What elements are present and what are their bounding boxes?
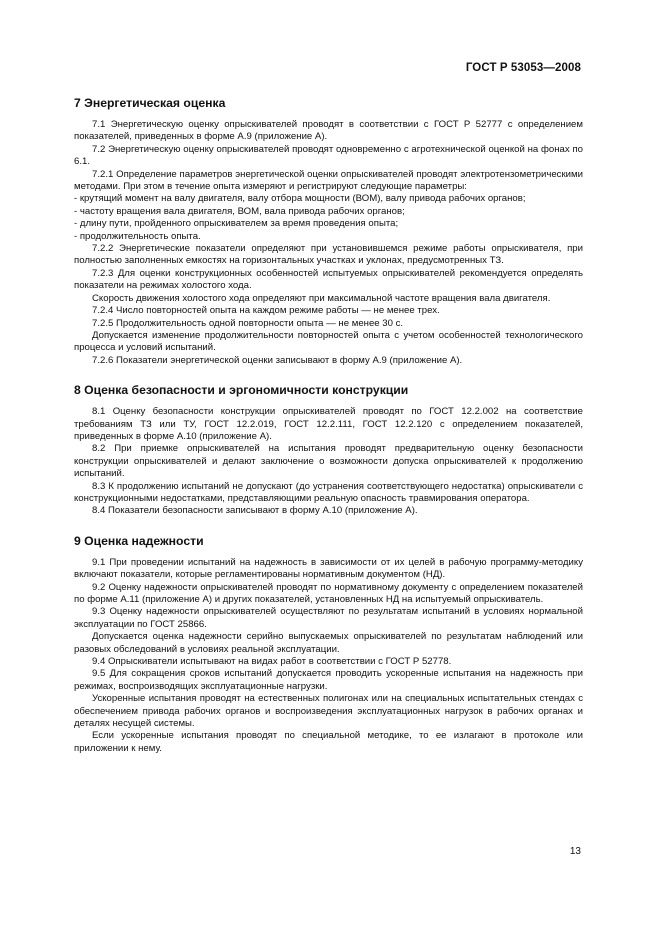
paragraph: Ускоренные испытания проводят на естественных полигонах или на специальных испытательных стендах с обеспечением привода рабочих органов и воспроизведения эксплуатационных нагрузок в рабочих органах и деталях несущей системы. bbox=[74, 693, 583, 730]
paragraph: 7.2.5 Продолжительность одной повторности опыта — не менее 30 с. bbox=[92, 317, 404, 329]
page-content bbox=[74, 92, 583, 755]
paragraph: Если ускоренные испытания проводят по специальной методике, то ее излагают в протоколе или приложении к нему. bbox=[74, 730, 583, 754]
page-number: 13 bbox=[569, 846, 581, 857]
paragraph: 9.2 Оценку надежности опрыскивателей проводят по нормативному документу с определением показателей по форме А.11 (приложение А) и других показателей, установленных НД на испытуемый опрыскиватель. bbox=[74, 581, 583, 605]
list-item: - крутящий момент на валу двигателя, валу отбора мощности (ВОМ), валу привода рабочих органов; bbox=[74, 193, 526, 205]
section-title: 9 Оценка надежности bbox=[74, 533, 204, 548]
paragraph: 9.1 При проведении испытаний на надежность в зависимости от их целей в рабочую программу-методику включают показатели, которые регламентированы нормативным документом (НД). bbox=[74, 556, 583, 581]
paragraph: 8.1 Оценку безопасности конструкции опрыскивателей проводят по ГОСТ 12.2.002 на соответствие требованиям ТЗ или ТУ, ГОСТ 12.2.019, ГОСТ 12.2.111, ГОСТ 12.2.120 с определением показателей, приведенных в форме А.10 (приложение А). bbox=[74, 406, 583, 442]
list-item: - продолжительность опыта. bbox=[74, 230, 201, 242]
paragraph: 9.5 Для сокращения сроков испытаний допускается проводить ускоренные испытания на надежность при режимах, воспроизводящих эксплуатационные нагрузки. bbox=[74, 668, 583, 692]
section-title: 8 Оценка безопасности и эргономичности конструкции bbox=[74, 383, 409, 398]
list-item: - частоту вращения вала двигателя, ВОМ, вала привода рабочих органов; bbox=[74, 205, 405, 217]
paragraph: 7.2.2 Энергетические показатели определяют при установившемся режиме работы опрыскивателя, при полностью заполненных емкостях на горизонтальных участках и уклонах, предусмотренных ТЗ. bbox=[74, 243, 583, 267]
paragraph: 9.3 Оценку надежности опрыскивателей осуществляют по результатам испытаний в условиях нормальной эксплуатации по ГОСТ 25866. bbox=[74, 606, 583, 630]
section-title: 7 Энергетическая оценка bbox=[74, 96, 226, 110]
paragraph: 7.2.3 Для оценки конструкционных особенностей испытуемых опрыскивателей рекомендуется определять показатели на режимах холостого хода. bbox=[74, 267, 583, 292]
paragraph: 8.3 К продолжению испытаний не допускают (до устранения соответствующего недостатка) опрыскиватели с конструкционными недостатками, представляющими реальную опасность травмирования оператора. bbox=[74, 480, 583, 504]
list-item: - длину пути, пройденного опрыскивателем за время проведения опыта; bbox=[74, 218, 399, 230]
paragraph: Скорость движения холостого хода определяют при максимальной частоте вращения вала двигателя. bbox=[92, 292, 551, 304]
paragraph: Допускается оценка надежности серийно выпускаемых опрыскивателей по результатам наблюдений или разовых обследований в условиях реальной эксплуатации. bbox=[74, 631, 583, 655]
paragraph: 7.2.4 Число повторностей опыта на каждом режиме работы — не менее трех. bbox=[92, 305, 440, 317]
paragraph: 7.2.1 Определение параметров энергетической оценки опрыскивателей проводят электротензометрическими методами. При этом в течение опыта измеряют и регистрируют следующие параметры: bbox=[74, 168, 583, 193]
paragraph: 7.2 Энергетическую оценку опрыскивателей проводят одновременно с агротехнической оценкой на фонах по 6.1. bbox=[74, 143, 583, 168]
paragraph: 7.2.6 Показатели энергетической оценки записывают в форму А.9 (приложение А). bbox=[92, 354, 463, 366]
paragraph: 9.4 Опрыскиватели испытывают на видах работ в соответствии с ГОСТ Р 52778. bbox=[92, 656, 452, 668]
paragraph: 7.1 Энергетическую оценку опрыскивателей проводят в соответствии с ГОСТ Р 52777 с определением показателей, приведенных в форме А.9 (приложение А). bbox=[74, 119, 583, 143]
paragraph: Допускается изменение продолжительности повторностей опыта с учетом особенностей технологического процесса и условий испытаний. bbox=[74, 329, 583, 354]
paragraph: 8.4 Показатели безопасности записывают в форму А.10 (приложение А). bbox=[92, 505, 418, 517]
standard-designation: ГОСТ Р 53053—2008 bbox=[465, 62, 581, 74]
paragraph: 8.2 При приемке опрыскивателей на испытания проводят предварительную оценку безопасности конструкции опрыскивателей и делают заключение о возможности допуска опрыскивателей к продолжению испытаний. bbox=[74, 443, 583, 480]
